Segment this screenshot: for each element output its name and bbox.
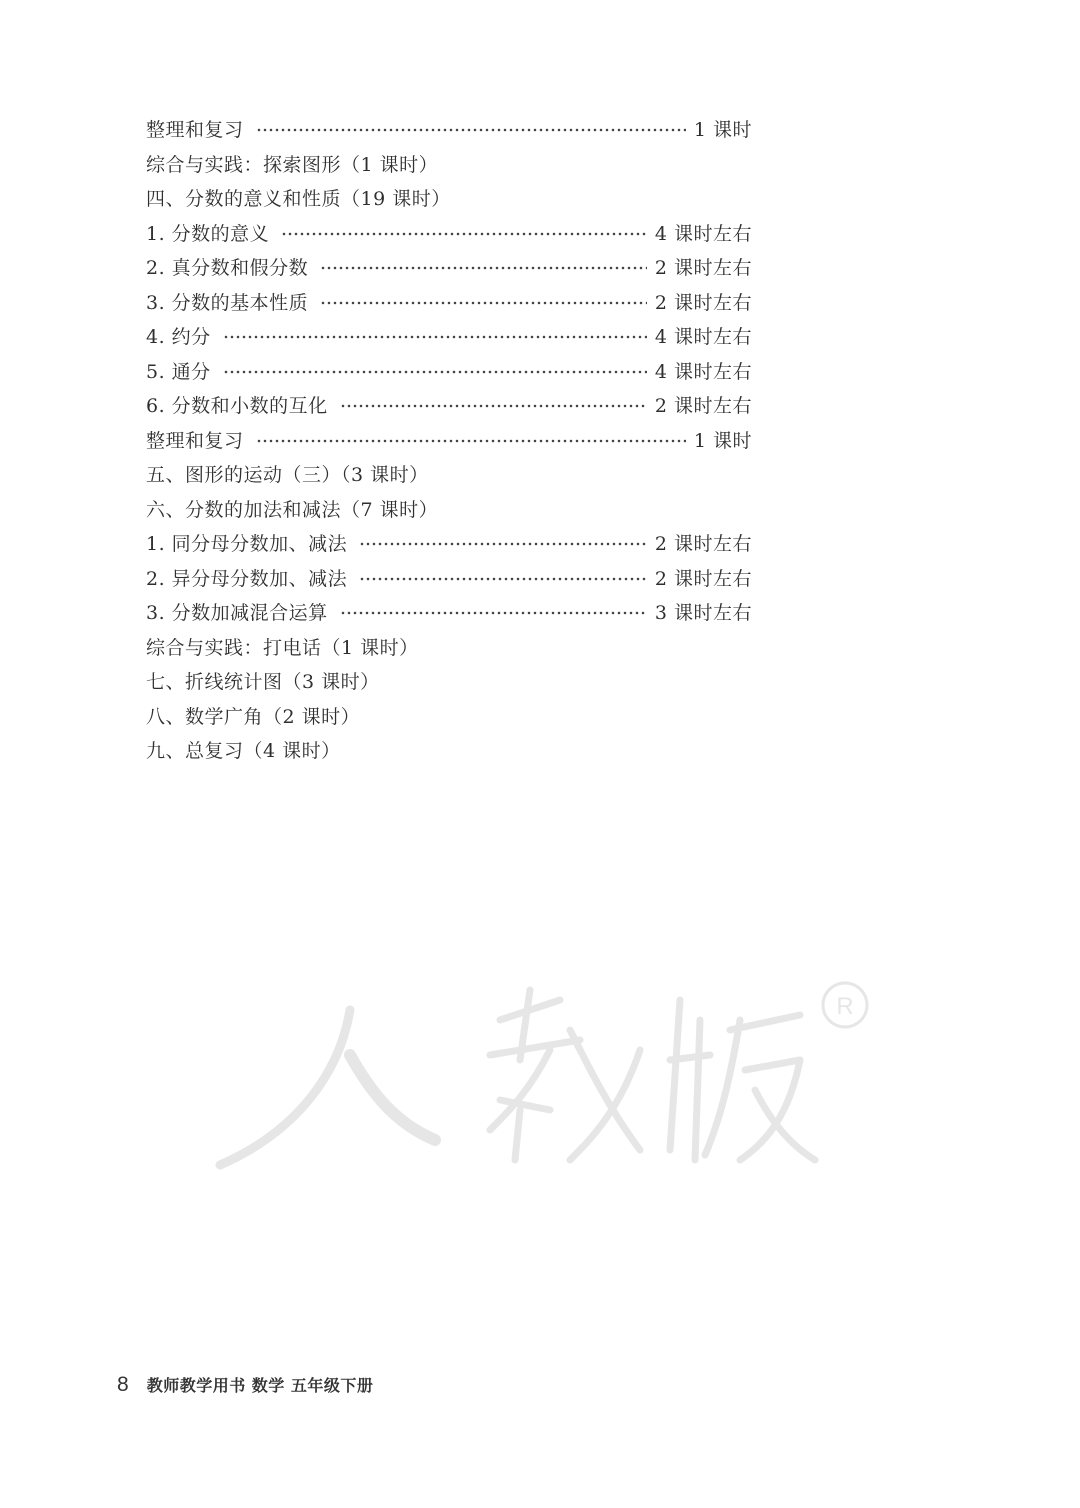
- toc-entry-title: 1. 分数的意义: [146, 222, 270, 245]
- toc-entry-hours: 2 课时左右: [654, 257, 752, 279]
- toc-entry-title: 综合与实践：探索图形（1 课时）: [146, 153, 439, 176]
- toc-entry: [146, 458, 752, 493]
- toc-entry: [146, 148, 752, 183]
- dot-leader: [223, 335, 647, 339]
- toc-entry: [146, 493, 752, 528]
- dot-leader: [359, 542, 647, 546]
- toc-entry-title: 七、折线统计图（3 课时）: [146, 671, 380, 693]
- toc-entry: [146, 527, 752, 562]
- dot-leader: [340, 404, 647, 408]
- toc-entry-title: 3. 分数的基本性质: [146, 291, 309, 314]
- toc-entry-title: 2. 真分数和假分数: [146, 257, 309, 279]
- toc-entry-hours: 2 课时左右: [654, 567, 752, 590]
- toc-entry-hours: 2 课时左右: [654, 395, 752, 417]
- dot-leader: [281, 232, 647, 236]
- dot-leader: [256, 128, 686, 132]
- dot-leader: [320, 266, 647, 270]
- toc-entry: [146, 562, 752, 597]
- toc-entry-hours: 2 课时左右: [654, 533, 752, 555]
- toc-entry: [146, 320, 752, 355]
- toc-entry: [146, 286, 752, 321]
- toc-entry-title: 6. 分数和小数的互化: [146, 395, 328, 417]
- toc-entry: [146, 700, 752, 735]
- dot-leader: [320, 301, 647, 305]
- publisher-watermark-logo: [200, 960, 900, 1180]
- toc-entry: [146, 217, 752, 252]
- toc-entry-hours: 4 课时左右: [654, 326, 752, 348]
- toc-entry-title: 整理和复习: [146, 119, 244, 141]
- toc-entry: [146, 596, 752, 631]
- toc-entry-title: 九、总复习（4 课时）: [146, 740, 341, 762]
- registered-mark-icon: [823, 983, 867, 1027]
- toc-entry: [146, 424, 752, 459]
- toc-entry: [146, 182, 752, 217]
- toc-entry-title: 4. 约分: [146, 326, 211, 348]
- toc-entry-hours: 1 课时: [693, 429, 752, 452]
- page-number: 8: [117, 1373, 129, 1396]
- toc-entry: [146, 631, 752, 666]
- toc-entry-hours: 2 课时左右: [654, 291, 752, 314]
- book-title: 教师教学用书 数学 五年级下册: [146, 1376, 374, 1395]
- toc-entry-title: 综合与实践：打电话（1 课时）: [146, 636, 419, 659]
- toc-entry-title: 四、分数的意义和性质（19 课时）: [146, 188, 451, 210]
- dot-leader: [359, 577, 647, 581]
- dot-leader: [223, 370, 647, 374]
- toc-entry: [146, 113, 752, 148]
- toc-entry-hours: 1 课时: [693, 119, 752, 141]
- toc-entry: [146, 355, 752, 390]
- dot-leader: [256, 439, 686, 443]
- toc-entry-title: 1. 同分母分数加、减法: [146, 533, 348, 555]
- toc-entry-hours: 4 课时左右: [654, 360, 752, 383]
- toc-entry-title: 整理和复习: [146, 429, 244, 452]
- toc-entry-title: 3. 分数加减混合运算: [146, 602, 328, 624]
- toc-entry-title: 2. 异分母分数加、减法: [146, 567, 348, 590]
- toc-entry: [146, 251, 752, 286]
- dot-leader: [340, 611, 647, 615]
- toc-entry-title: 五、图形的运动（三）（3 课时）: [146, 464, 429, 486]
- toc-entry-title: 八、数学广角（2 课时）: [146, 705, 361, 728]
- toc-entry-title: 六、分数的加法和减法（7 课时）: [146, 498, 439, 521]
- toc-entry: [146, 389, 752, 424]
- toc-entry-title: 5. 通分: [146, 360, 211, 383]
- page-footer: [117, 1373, 373, 1397]
- toc-entry-hours: 3 课时左右: [654, 602, 752, 624]
- toc-entry: [146, 734, 752, 769]
- toc-entry: [146, 665, 752, 700]
- table-of-contents: [146, 113, 752, 769]
- svg-text:R: R: [836, 993, 854, 1020]
- toc-entry-hours: 4 课时左右: [654, 222, 752, 245]
